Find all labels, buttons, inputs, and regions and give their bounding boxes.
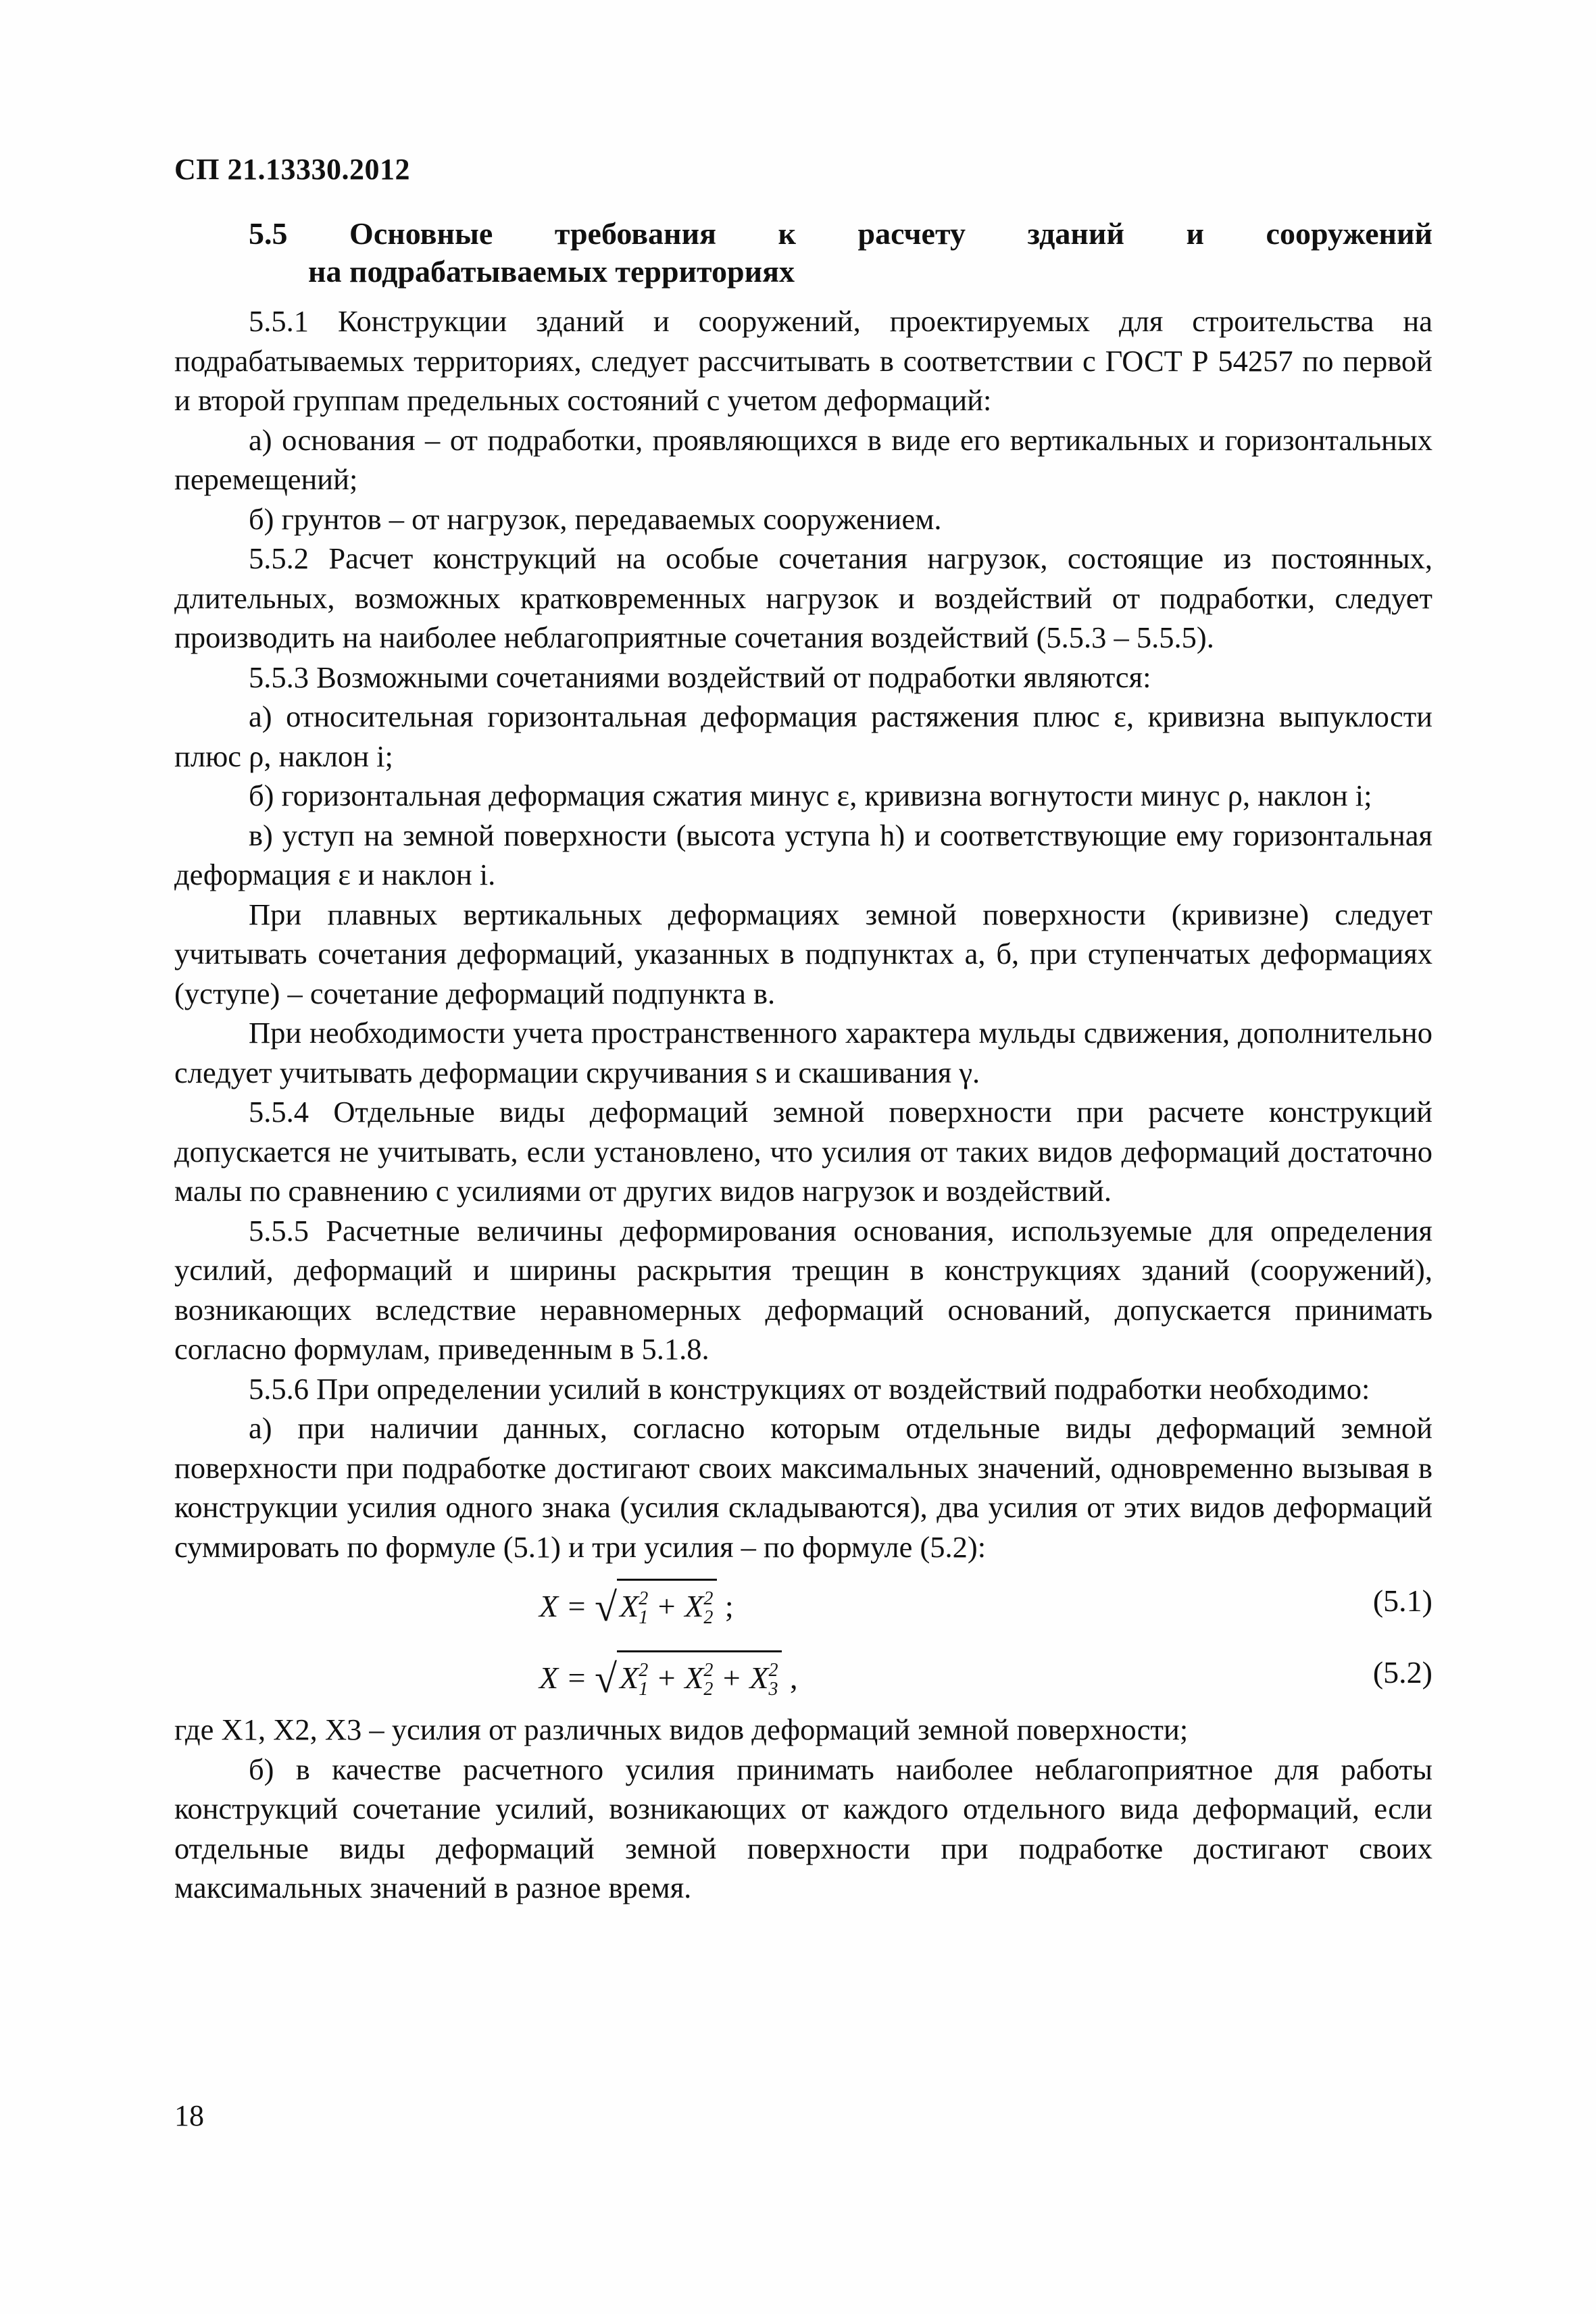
section-heading-line2: на подрабатываемых территориях [308, 254, 795, 289]
paragraph-5-5-3-a: а) относительная горизонтальная деформация растяжения плюс ε, кривизна выпуклости плюс ρ, наклон i; [174, 699, 1432, 773]
document-code: СП 21.13330.2012 [174, 153, 410, 186]
formula-5-1-number: (5.1) [1372, 1583, 1432, 1618]
paragraph-5-5-6: 5.5.6 При определении усилий в конструкциях от воздействий подработки необходимо: [249, 1371, 1370, 1406]
paragraph-5-5-2: 5.5.2 Расчет конструкций на особые сочетания нагрузок, состоящие из постоянных, длительных, возможных кратковременных нагрузок и воздействий от подработки, следует производить на наиболее неблагоприятные сочетания воздействий (5.5.3 – 5.5.5). [174, 541, 1432, 654]
paragraph-spatial-trough: При необходимости учета пространственного характера мульды сдвижения, дополнительно следует учитывать деформации скручивания s и скашивания γ. [174, 1016, 1432, 1089]
page-number: 18 [174, 2099, 204, 2132]
formula-5-1-expression: $X = √X_1^2 + X_2^2$ ; [539, 1579, 734, 1635]
formula-5-1 [174, 1567, 1432, 1638]
paragraph-5-5-1-a: а) основания – от подработки, проявляющихся в виде его вертикальных и горизонтальных перемещений; [174, 422, 1432, 496]
paragraph-5-5-5: 5.5.5 Расчетные величины деформирования основания, используемые для определения усилий, деформаций и ширины раскрытия трещин в конструкциях зданий (сооружений), возникающих вследствие неравномерных деформаций оснований, допускается принимать согласно формулам, приведенным в 5.1.8. [174, 1213, 1432, 1366]
formula-variables-definition: где X1, X2, X3 – усилия от различных видов деформаций земной поверхности; [174, 1713, 1189, 1746]
section-heading [249, 215, 1432, 291]
paragraph-5-5-6-a: а) при наличии данных, согласно которым отдельные виды деформаций земной поверхности при подработке достигают своих максимальных значений, одновременно вызывая в конструкции усилия одного знака (усилия складываются), два усилия от этих видов деформаций суммировать по формуле (5.1) и три усилия – по формуле (5.2): [174, 1411, 1432, 1564]
formula-5-2-expression: $X = √X_1^2 + X_2^2 + X_3^2$ , [539, 1650, 797, 1706]
paragraph-5-5-3-v: в) уступ на земной поверхности (высота уступа h) и соответствующие ему горизонтальная деформация ε и наклон i. [174, 818, 1432, 891]
document-body [174, 301, 1432, 1908]
paragraph-5-5-4: 5.5.4 Отдельные виды деформаций земной поверхности при расчете конструкций допускается не учитывать, если установлено, что усилия от таких видов деформаций достаточно малы по сравнению с усилиями от других видов нагрузок и воздействий. [174, 1095, 1432, 1208]
paragraph-5-5-6-b: б) в качестве расчетного усилия принимать наиболее неблагоприятное для работы конструкций сочетание усилий, возникающих от каждого отдельного вида деформаций, если отдельные виды деформаций земной поверхности при подработке достигают своих максимальных значений в разное время. [174, 1752, 1432, 1904]
paragraph-5-5-1: 5.5.1 Конструкции зданий и сооружений, проектируемых для строительства на подрабатываемых территориях, следует рассчитывать в соответствии с ГОСТ Р 54257 по первой и второй группам предельных состояний с учетом деформаций: [174, 304, 1432, 417]
paragraph-5-5-3: 5.5.3 Возможными сочетаниями воздействий от подработки являются: [249, 660, 1151, 694]
paragraph-smooth-deformations: При плавных вертикальных деформациях земной поверхности (кривизне) следует учитывать сочетания деформаций, указанных в подпунктах а, б, при ступенчатых деформациях (уступе) – сочетание деформаций подпункта в. [174, 897, 1432, 1010]
section-heading-line1: 5.5 Основные требования к расчету зданий и сооружений [249, 216, 1432, 251]
paragraph-5-5-3-b: б) горизонтальная деформация сжатия минус ε, кривизна вогнутости минус ρ, наклон i; [249, 779, 1372, 812]
formula-5-2 [174, 1638, 1432, 1710]
paragraph-5-5-1-b: б) грунтов – от нагрузок, передаваемых сооружением. [249, 501, 942, 536]
formula-5-2-number: (5.2) [1372, 1655, 1432, 1690]
